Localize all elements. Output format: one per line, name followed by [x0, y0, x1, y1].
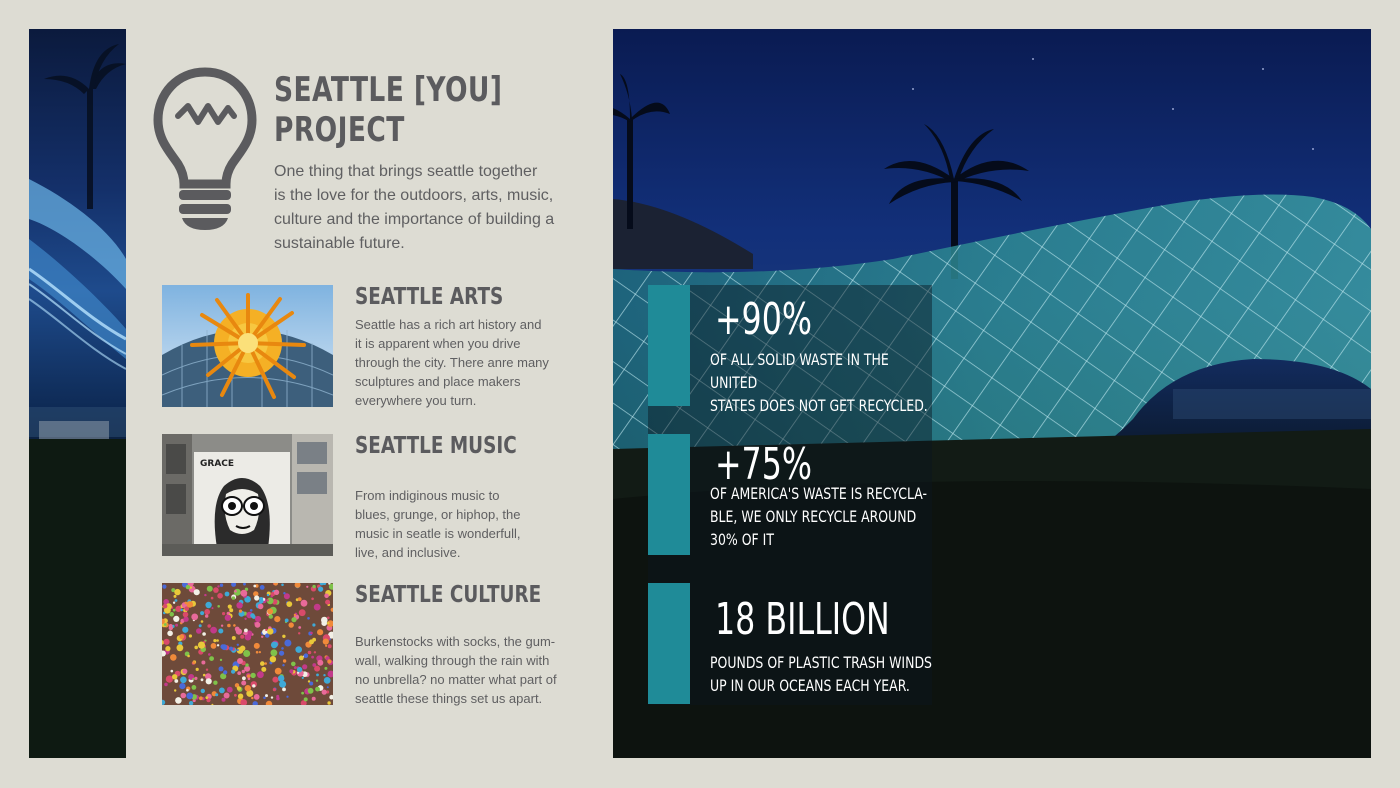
gum-speck [222, 698, 226, 702]
gum-speck [186, 689, 189, 692]
gum-speck [298, 632, 300, 634]
gum-speck [174, 595, 177, 598]
gum-speck [279, 651, 284, 656]
gum-speck [276, 697, 280, 701]
gum-speck [284, 640, 291, 647]
feature-text-culture [355, 632, 560, 708]
text-line: blues, grunge, or hiphop, the [355, 507, 521, 522]
gum-speck [299, 656, 304, 661]
gum-speck [291, 617, 296, 622]
gum-speck [179, 634, 184, 639]
gum-speck [297, 667, 302, 672]
gum-speck [281, 584, 284, 587]
gum-speck [202, 632, 206, 636]
gum-speck [201, 661, 205, 665]
gum-speck [217, 593, 223, 599]
gum-speck [250, 673, 255, 678]
page-title [274, 70, 508, 150]
gum-speck [274, 590, 279, 595]
gum-speck [175, 697, 182, 704]
gum-speck [255, 616, 261, 622]
gum-speck [225, 615, 231, 621]
gum-speck [169, 624, 173, 628]
gum-speck [228, 605, 232, 609]
gum-speck [171, 670, 174, 673]
gum-speck [177, 644, 184, 651]
gum-speck [312, 697, 316, 701]
gum-speck [289, 622, 294, 627]
gum-speck [182, 627, 188, 633]
gum-speck [267, 594, 269, 596]
gum-speck [272, 677, 278, 683]
gum-speck [213, 587, 219, 593]
gum-speck [213, 681, 217, 685]
gum-speck [215, 693, 218, 696]
title-line-1: SEATTLE [YOU] [274, 70, 503, 110]
gum-speck [323, 639, 329, 645]
gum-speck [205, 696, 208, 699]
gum-speck [164, 623, 167, 626]
gum-speck [191, 614, 198, 621]
gum-speck [169, 612, 174, 617]
gum-speck [194, 646, 198, 650]
night-sculpture-image [29, 29, 126, 758]
gum-speck [299, 609, 306, 616]
feature-text-music [355, 486, 560, 562]
gum-speck [170, 654, 177, 661]
gum-speck [270, 656, 276, 662]
text-line: music in seatle is wonderfull, [355, 526, 521, 541]
gum-speck [198, 642, 205, 649]
gum-speck [164, 683, 168, 687]
seattle-culture-image [162, 583, 333, 705]
gum-speck [244, 629, 248, 633]
stat-value-recycled: +90% [715, 294, 812, 345]
gum-speck [312, 623, 315, 626]
text-line: wall, walking through the rain with [355, 653, 550, 668]
gum-speck [218, 629, 223, 634]
gum-speck [237, 686, 241, 690]
gum-speck [316, 674, 319, 677]
gum-speck [166, 676, 173, 683]
gum-speck [282, 664, 284, 666]
gum-speck [217, 605, 220, 608]
gum-speck [327, 659, 331, 663]
text-line: BLE, WE ONLY RECYCLE AROUND [710, 507, 917, 526]
gum-speck [182, 669, 187, 674]
gum-speck [244, 618, 246, 620]
gum-speck [283, 659, 286, 662]
gum-speck [273, 642, 278, 647]
gum-speck [254, 643, 260, 649]
gum-speck [307, 617, 310, 620]
gum-speck [223, 670, 227, 674]
gum-speck [221, 625, 223, 627]
gum-speck [180, 677, 187, 684]
title-line-2: PROJECT [274, 110, 405, 150]
text-line: no unbrella? no matter what part of [355, 672, 557, 687]
gum-speck [187, 655, 190, 658]
gum-speck [204, 609, 210, 615]
gum-speck [312, 585, 315, 588]
gum-speck [324, 667, 327, 670]
gum-speck [316, 680, 318, 682]
gum-speck [278, 675, 285, 682]
gum-speck [238, 694, 243, 699]
gum-speck [211, 597, 214, 600]
gum-speck [174, 689, 176, 691]
gum-speck [210, 627, 217, 634]
text-line: everywhere you turn. [355, 393, 477, 408]
gum-speck [194, 589, 200, 595]
gum-speck [192, 685, 197, 690]
gum-speck [213, 639, 216, 642]
gum-speck [167, 631, 173, 637]
gum-speck [194, 677, 197, 680]
feature-title-culture: SEATTLE CULTURE [355, 582, 542, 608]
gum-speck [201, 678, 204, 681]
gum-speck [240, 635, 244, 639]
gum-speck [318, 587, 323, 592]
gum-wall-image [162, 583, 333, 705]
gum-speck [250, 613, 255, 618]
gum-speck [327, 686, 329, 688]
gum-speck [217, 585, 219, 587]
gum-speck [222, 612, 225, 615]
gum-speck [179, 683, 185, 689]
gum-speck [173, 602, 175, 604]
gum-speck [243, 650, 250, 657]
gum-speck [291, 662, 296, 667]
gum-speck [241, 681, 246, 686]
gum-speck [227, 624, 231, 628]
gum-speck [189, 634, 192, 637]
gum-speck [302, 677, 304, 679]
gum-speck [174, 679, 178, 683]
gum-speck [237, 649, 239, 651]
gum-speck [327, 617, 330, 620]
text-line: From indiginous music to [355, 488, 500, 503]
gum-speck [245, 663, 248, 666]
gum-speck [165, 646, 170, 651]
gum-speck [175, 599, 178, 602]
gum-speck [325, 645, 327, 647]
stat-accent-bar [648, 583, 690, 704]
text-line: through the city. There anre many [355, 355, 549, 370]
gum-speck [224, 693, 230, 699]
gum-speck [252, 684, 255, 687]
gum-speck [211, 643, 217, 649]
gum-speck [229, 608, 233, 612]
gum-speck [250, 609, 253, 612]
gum-speck [281, 647, 284, 650]
gum-speck [251, 697, 253, 699]
gum-speck [196, 628, 202, 634]
gum-speck [314, 604, 321, 611]
gum-speck [163, 604, 168, 609]
gum-speck [309, 639, 314, 644]
gum-speck [308, 680, 310, 682]
intro-paragraph [274, 160, 564, 256]
gum-speck [204, 594, 206, 596]
gum-speck [260, 585, 265, 590]
gum-speck [196, 668, 199, 671]
gum-speck [192, 661, 195, 664]
gum-speck [306, 586, 308, 588]
gum-speck [254, 694, 260, 700]
gum-speck [199, 696, 203, 700]
gum-speck [269, 614, 273, 618]
gum-speck [259, 651, 261, 653]
intro-line: is the love for the outdoors, arts, music, [274, 187, 554, 204]
gum-speck [254, 595, 259, 600]
gum-speck [220, 584, 223, 587]
gum-speck [310, 632, 313, 635]
gum-speck [173, 609, 176, 612]
text-line: sculptures and place makers [355, 374, 521, 389]
gum-speck [206, 678, 212, 684]
gum-speck [234, 694, 237, 697]
gum-speck [327, 701, 330, 704]
gum-speck [199, 624, 202, 627]
text-line: UP IN OUR OCEANS EACH YEAR. [710, 676, 910, 695]
gum-speck [317, 660, 323, 666]
gum-speck [172, 674, 177, 679]
intro-line: culture and the importance of building a [274, 211, 555, 228]
gum-speck [242, 670, 245, 673]
gum-speck [298, 626, 301, 629]
text-line: 30% OF IT [710, 530, 774, 549]
gum-speck [200, 611, 204, 615]
text-line: Seattle has a rich art history and [355, 317, 542, 332]
gum-speck [162, 585, 166, 589]
gum-speck [239, 610, 242, 613]
gum-speck [253, 585, 256, 588]
gum-speck [205, 614, 208, 617]
gum-speck [256, 651, 259, 654]
gum-speck [261, 667, 266, 672]
gum-speck [206, 669, 208, 671]
gum-speck [173, 616, 179, 622]
stat-accent-bar [648, 285, 690, 406]
stat-text-recycled [710, 348, 936, 417]
gum-speck [264, 662, 267, 665]
stat-text-recyclable [710, 482, 936, 551]
gum-speck [283, 592, 285, 594]
gum-speck [267, 608, 273, 614]
gum-speck [186, 585, 190, 589]
stat-value-plastic: 18 BILLION [715, 594, 890, 645]
gum-speck [220, 659, 222, 661]
gum-speck [175, 624, 178, 627]
gum-speck [237, 644, 239, 646]
gum-speck [311, 598, 314, 601]
gum-speck [219, 688, 225, 694]
gum-speck [286, 696, 288, 698]
gum-speck [227, 687, 233, 693]
feature-text-arts [355, 315, 560, 410]
gum-speck [322, 690, 327, 695]
gum-speck [237, 658, 243, 664]
gum-speck [201, 689, 205, 693]
gum-speck [229, 647, 233, 651]
lightbulb-icon [152, 66, 258, 232]
gum-speck [294, 614, 296, 616]
gum-speck [317, 629, 323, 635]
text-line: STATES DOES NOT GET RECYCLED. [710, 396, 928, 415]
gum-speck [267, 599, 269, 601]
gum-speck [295, 646, 302, 653]
glass-sculpture-image [162, 285, 333, 407]
gum-speck [207, 624, 211, 628]
gum-speck [308, 651, 312, 655]
gum-speck [308, 688, 314, 694]
gum-speck [327, 622, 329, 624]
gum-speck [273, 688, 276, 691]
gum-speck [294, 666, 297, 669]
text-line: POUNDS OF PLASTIC TRASH WINDS [710, 653, 932, 672]
gum-speck [255, 622, 261, 628]
gum-speck [282, 688, 286, 692]
gum-speck [233, 624, 236, 627]
gum-speck [324, 677, 331, 684]
gum-speck [328, 644, 332, 648]
gum-speck [234, 590, 237, 593]
feature-title-music: SEATTLE MUSIC [355, 433, 517, 459]
gum-speck [183, 617, 188, 622]
gum-speck [236, 629, 242, 635]
gum-speck [263, 697, 266, 700]
gum-speck [267, 628, 273, 634]
gum-speck [257, 671, 264, 678]
gum-speck [232, 636, 236, 640]
seattle-music-image [162, 434, 333, 556]
gum-speck [245, 685, 251, 691]
stat-text-plastic [710, 651, 936, 697]
gum-speck [261, 636, 263, 638]
gum-speck [323, 674, 325, 676]
gum-speck [298, 597, 302, 601]
gum-speck [260, 661, 265, 666]
gum-speck [181, 693, 187, 699]
gum-speck [259, 597, 263, 601]
text-line: seattle these things set us apart. [355, 691, 543, 706]
gum-speck [216, 639, 219, 642]
gum-speck [209, 656, 214, 661]
gum-speck [302, 664, 307, 669]
gum-speck [286, 601, 292, 607]
gum-speck [304, 697, 308, 701]
gum-speck [186, 693, 193, 700]
gum-speck [265, 694, 268, 697]
text-line: OF AMERICA'S WASTE IS RECYCLA- [710, 484, 927, 503]
gum-speck [314, 666, 320, 672]
gum-speck [240, 590, 247, 597]
gum-speck [203, 674, 206, 677]
gum-speck [225, 592, 230, 597]
gum-speck [311, 656, 314, 659]
gum-speck [201, 620, 204, 623]
gum-speck [258, 604, 264, 610]
gum-speck [208, 653, 211, 656]
gum-speck [324, 594, 329, 599]
gum-speck [301, 692, 304, 695]
mural-sign-text: GRACE [200, 459, 235, 469]
gum-speck [242, 676, 246, 680]
gum-speck [247, 674, 251, 678]
gum-speck [275, 668, 282, 675]
gum-speck [183, 612, 189, 618]
gum-speck [279, 681, 286, 688]
gum-speck [301, 600, 308, 607]
gum-speck [221, 644, 227, 650]
gum-speck [314, 651, 316, 653]
gum-speck [271, 649, 278, 656]
gum-speck [304, 653, 309, 658]
text-line: OF ALL SOLID WASTE IN THE UNITED [710, 350, 889, 392]
text-line: Burkenstocks with socks, the gum- [355, 634, 556, 649]
feature-title-arts: SEATTLE ARTS [355, 284, 504, 310]
gum-speck [217, 644, 219, 646]
text-line: it is apparent when you drive [355, 336, 521, 351]
gum-speck [315, 687, 320, 692]
gum-speck [219, 666, 224, 671]
stat-accent-bar [648, 434, 690, 555]
gum-speck [192, 678, 194, 680]
gum-speck [325, 600, 330, 605]
seattle-arts-image [162, 285, 333, 407]
gum-speck [321, 620, 327, 626]
gum-speck [180, 609, 183, 612]
gum-speck [240, 646, 246, 652]
gum-speck [187, 601, 194, 608]
gum-speck [212, 607, 214, 609]
gum-speck [205, 602, 211, 608]
gum-speck [232, 596, 235, 599]
gum-speck [265, 629, 267, 631]
gum-speck [231, 670, 235, 674]
gum-speck [236, 602, 242, 608]
left-photo-strip [29, 29, 126, 758]
gum-speck [274, 616, 280, 622]
gum-speck [237, 671, 241, 675]
text-line: live, and inclusive. [355, 545, 461, 560]
gum-speck [164, 639, 170, 645]
gum-speck [271, 696, 273, 698]
gum-speck [289, 669, 293, 673]
gum-speck [282, 635, 285, 638]
stat-value-recyclable: +75% [715, 439, 812, 490]
gum-speck [174, 589, 180, 595]
street-mural-image [162, 434, 333, 556]
intro-line: One thing that brings seattle together [274, 163, 538, 180]
gum-speck [285, 619, 289, 623]
gum-speck [207, 586, 213, 592]
intro-line: sustainable future. [274, 235, 405, 252]
